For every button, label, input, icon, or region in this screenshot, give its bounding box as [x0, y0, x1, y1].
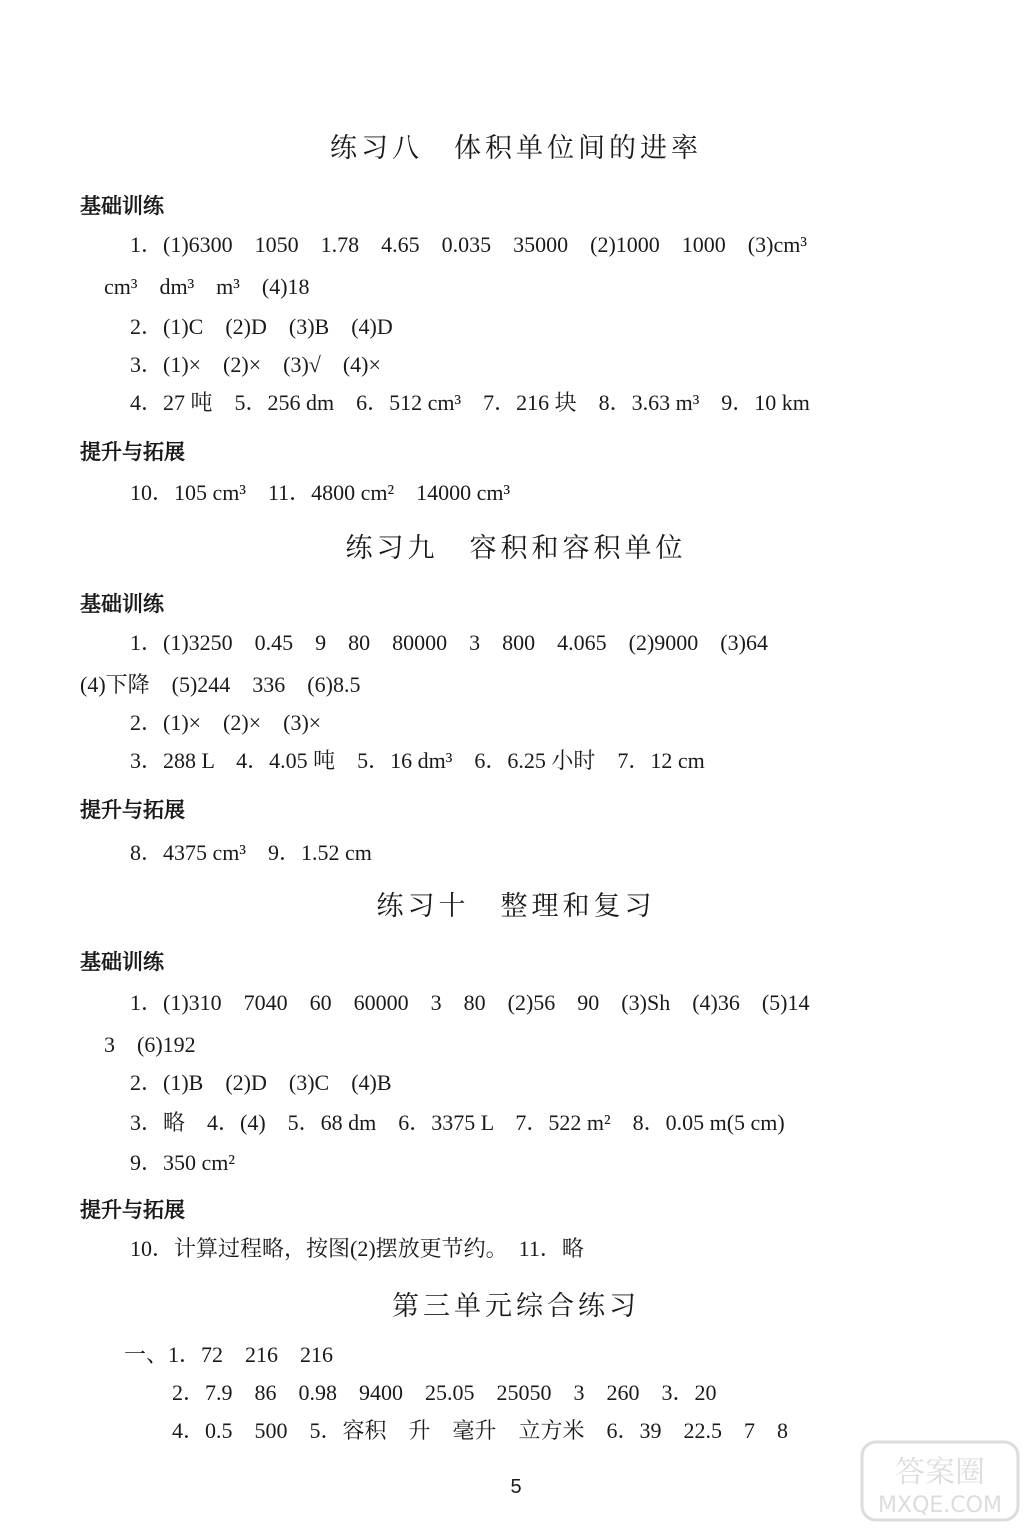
- svg-text:MXQE.COM: MXQE.COM: [878, 1493, 1002, 1518]
- exercise-10-basic-line-4: 3．略 4．(4) 5．68 dm 6．3375 L 7．522 m² 8．0.05 m(5 cm): [130, 1110, 785, 1135]
- exercise-8-basic-heading: 基础训练: [80, 194, 164, 218]
- exercise-10-basic-heading: 基础训练: [80, 950, 164, 974]
- exercise-8-basic-line-3: 2．(1)C (2)D (3)B (4)D: [130, 314, 393, 339]
- unit-3-line-3: 4．0.5 500 5．容积 升 毫升 立方米 6．39 22.5 7 8: [172, 1418, 789, 1443]
- exercise-9-basic-line-1: 1．(1)3250 0.45 9 80 80000 3 800 4.065 (2)9000 (3)64: [130, 630, 768, 655]
- exercise-9-ext-line-1: 8．4375 cm³ 9．1.52 cm: [130, 840, 372, 865]
- exercise-10-basic-line-1: 1．(1)310 7040 60 60000 3 80 (2)56 90 (3)Sh (4)36 (5)14: [130, 990, 810, 1015]
- exercise-9-basic-line-4: 3．288 L 4．4.05 吨 5．16 dm³ 6．6.25 小时 7．12 cm: [130, 748, 705, 773]
- exercise-8-basic-line-4: 3．(1)× (2)× (3)√ (4)×: [130, 352, 381, 377]
- exercise-9-ext-heading: 提升与拓展: [80, 798, 185, 822]
- unit-3-line-2: 2．7.9 86 0.98 9400 25.05 25050 3 260 3．20: [172, 1380, 717, 1405]
- exercise-9-title: 练习九 容积和容积单位: [345, 533, 687, 564]
- exercise-10-ext-heading: 提升与拓展: [80, 1198, 185, 1222]
- exercise-10-title: 练习十 整理和复习: [376, 891, 656, 922]
- exercise-10-basic-line-3: 2．(1)B (2)D (3)C (4)B: [130, 1070, 392, 1095]
- exercise-8-basic-line-2: cm³ dm³ m³ (4)18: [104, 274, 310, 299]
- exercise-10-basic-line-2: 3 (6)192: [104, 1032, 196, 1057]
- svg-text:答案圈: 答案圈: [895, 1455, 985, 1490]
- exercise-8-basic-line-1: 1．(1)6300 1050 1.78 4.65 0.035 35000 (2)1000 1000 (3)cm³: [130, 232, 807, 257]
- exercise-8-ext-line-1: 10．105 cm³ 11．4800 cm² 14000 cm³: [130, 480, 511, 505]
- unit-3-title: 第三单元综合练习: [392, 1291, 640, 1322]
- exercise-10-basic-line-5: 9．350 cm²: [130, 1150, 235, 1175]
- page-number: 5: [510, 1476, 522, 1498]
- exercise-9-basic-line-3: 2．(1)× (2)× (3)×: [130, 710, 322, 735]
- watermark-logo: [860, 1440, 1020, 1522]
- exercise-10-ext-line-1: 10．计算过程略，按图(2)摆放更节约。 11．略: [130, 1236, 584, 1261]
- exercise-8-title: 练习八 体积单位间的进率: [330, 133, 702, 164]
- exercise-8-ext-heading: 提升与拓展: [80, 440, 185, 464]
- exercise-9-basic-heading: 基础训练: [80, 592, 164, 616]
- exercise-8-basic-line-5: 4．27 吨 5．256 dm 6．512 cm³ 7．216 块 8．3.63 m³ 9．10 km: [130, 390, 810, 415]
- exercise-9-basic-line-2: (4)下降 (5)244 336 (6)8.5: [80, 672, 361, 697]
- unit-3-line-1: 一、1．72 216 216: [124, 1342, 334, 1367]
